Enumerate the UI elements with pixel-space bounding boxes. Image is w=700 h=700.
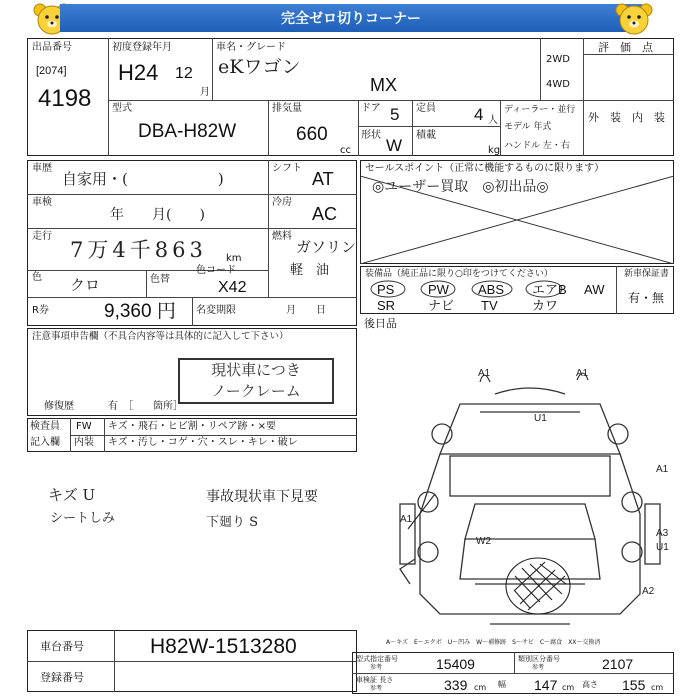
color-code-label: 色コード	[196, 265, 236, 276]
no-claim-stamp	[178, 358, 334, 404]
lot-number: 4198	[38, 85, 92, 112]
note-left-2: シートしみ	[50, 511, 116, 526]
class-label: 類別区分番号	[518, 655, 560, 663]
equip-navi: ナビ	[428, 298, 455, 313]
shape: W	[386, 136, 403, 155]
first-reg-label: 初度登録年月	[112, 42, 172, 53]
chassis-label: 車台番号	[40, 640, 84, 653]
repair-history: 有 ［ 箇所］	[108, 401, 183, 412]
shape-label: 形状	[361, 130, 381, 141]
bear-mascot-right-icon	[612, 2, 656, 38]
sales-points-label: セールスポイント（正常に機能するものに限ります）	[365, 163, 605, 174]
capacity: 4	[474, 105, 484, 124]
recycle-label: R券	[32, 305, 49, 316]
inspection-label: 車検	[32, 197, 52, 208]
name-change: 月 日	[286, 305, 326, 316]
inspection: 年 月( )	[110, 207, 205, 223]
car-name: eKワゴン	[218, 56, 301, 78]
sales-points-items: ◎ユーザー買取 ◎初出品◎	[372, 179, 549, 195]
handle-label: ハンドル 左・右	[504, 141, 570, 151]
color-label: 色	[32, 272, 42, 283]
height-unit: cm	[651, 683, 664, 692]
mark-w2: W2	[476, 536, 491, 547]
ac-label: 冷房	[272, 197, 292, 208]
note-right-1: 事故現状車下見要	[206, 489, 318, 505]
displacement: 660	[296, 124, 328, 145]
fuel: ガソリン	[296, 238, 357, 256]
color-code: X42	[218, 279, 247, 296]
capacity-unit: 人	[488, 115, 498, 126]
note-left-1: キズ U	[48, 486, 96, 504]
inspector-label-2: 記入欄	[30, 437, 60, 448]
model: DBA-H82W	[138, 121, 237, 142]
history-label: 車歴	[32, 163, 52, 174]
equip-aw: AW	[584, 282, 605, 297]
equipment-circles	[360, 278, 616, 298]
length-label: 車検証 長さ	[356, 676, 394, 684]
equip-pw: PW	[428, 282, 449, 297]
notes-area	[27, 454, 357, 624]
type-cert-ref-label: 参考	[370, 664, 383, 671]
repair-history-label: 修復歴	[44, 401, 74, 412]
width-label: 幅	[498, 680, 506, 689]
equip-ps: PS	[377, 282, 395, 297]
mark-a1-front-left: A1	[478, 368, 491, 379]
fuel-label: 燃料	[272, 231, 292, 242]
history: 自家用・( )	[62, 170, 224, 188]
width-unit: cm	[562, 683, 575, 692]
doors: 5	[390, 105, 400, 124]
lot-no-label: 出品番号	[32, 42, 72, 53]
warranty-label: 新車保証書	[624, 269, 670, 279]
height-label: 高さ	[582, 680, 598, 689]
mark-a2: A2	[642, 586, 655, 597]
equip-abs: ABS	[478, 282, 505, 297]
recycle: 9,360 円	[104, 301, 176, 322]
registration-label: 登録番号	[40, 671, 84, 684]
doors-label: ドア	[361, 103, 381, 114]
later-items-label: 後日品	[364, 317, 397, 330]
equip-tv: TV	[481, 298, 498, 313]
name-change-label: 名変期限	[196, 305, 236, 316]
month-unit: 月	[200, 87, 210, 98]
class-ref-label: 参考	[532, 664, 545, 671]
cc-unit: cc	[340, 145, 351, 156]
fuel-alt: 軽 油	[290, 263, 330, 278]
equip-leather: カワ	[532, 298, 559, 313]
length-ref-label: 参考	[370, 685, 383, 692]
model-label: 型式	[112, 103, 132, 114]
declaration-label: 注意事項申告欄（不具合内容等は具体的に記入して下さい）	[32, 331, 289, 342]
rating-label: 評 価 点	[598, 41, 653, 54]
equipment-label: 装備品（純正品に限り○印をつけてください）	[365, 269, 553, 279]
class-number: 2107	[602, 656, 634, 672]
km-unit: km	[226, 253, 242, 264]
equip-airbag: エアB	[532, 282, 567, 297]
width: 147	[534, 677, 558, 693]
stamp-line-1: 現状車につき	[211, 361, 301, 379]
shift: AT	[312, 169, 334, 189]
shift-label: シフト	[272, 163, 302, 174]
ext-int-label: 外 装 内 装	[588, 111, 665, 124]
lot-code: [2074]	[36, 65, 67, 77]
damage-legend: A～キズ E～エクボ U～凹み W～補修跡 S～サビ C～腐食 XX～交換済	[386, 639, 601, 646]
inspector-label-1: 検査員	[30, 421, 60, 432]
mark-a1-right: A1	[656, 464, 669, 475]
drive-2wd: 2WD	[546, 54, 570, 65]
kg-unit: kg	[488, 145, 501, 156]
length-unit: cm	[474, 683, 487, 692]
drive-4wd: 4WD	[546, 79, 570, 90]
banner-title: 完全ゼロ切りコーナー	[60, 4, 642, 32]
car-name-label: 車名・グレード	[216, 42, 286, 53]
load-label: 積載	[416, 130, 436, 141]
mileage-label: 走行	[32, 231, 52, 242]
dealer-label: ディーラー・並行	[504, 105, 576, 115]
sales-points-cross	[360, 176, 674, 264]
ac: AC	[312, 204, 338, 224]
mark-u1-right: U1	[656, 542, 669, 553]
type-cert-number: 15409	[436, 656, 475, 672]
header-frame	[27, 38, 674, 156]
mark-a1-front-right: A1	[576, 368, 589, 379]
displacement-label: 排気量	[272, 103, 302, 114]
mileage: 7万4千863	[70, 238, 207, 262]
color: クロ	[70, 276, 101, 294]
interior-label: 内装	[74, 437, 94, 448]
color-change-label: 色替	[150, 274, 170, 285]
equip-sr: SR	[377, 298, 396, 313]
length: 339	[444, 677, 468, 693]
grade: MX	[370, 75, 397, 95]
model-year-label: モデル 年式	[504, 122, 552, 132]
type-cert-label: 型式指定番号	[356, 655, 398, 663]
fw-label: FW	[76, 421, 92, 432]
mark-u1-hood: U1	[534, 413, 547, 424]
mark-a1-left: A1	[400, 514, 413, 525]
fw-items: キズ・飛石・ヒビ割・リペア跡・×要	[108, 421, 276, 432]
chassis-number: H82W-1513280	[150, 635, 297, 658]
warranty: 有・無	[628, 291, 665, 305]
mark-a3: A3	[656, 528, 669, 539]
vehicle-damage-diagram	[380, 364, 680, 636]
first-reg-era: H24	[118, 60, 159, 85]
capacity-label: 定員	[416, 103, 436, 114]
height: 155	[622, 677, 646, 693]
stamp-line-2: ノークレーム	[211, 382, 301, 400]
first-reg-month: 12	[175, 65, 193, 82]
interior-items: キズ・汚し・コゲ・穴・スレ・キレ・破レ	[108, 437, 298, 448]
note-right-2: 下廻り S	[206, 515, 259, 530]
